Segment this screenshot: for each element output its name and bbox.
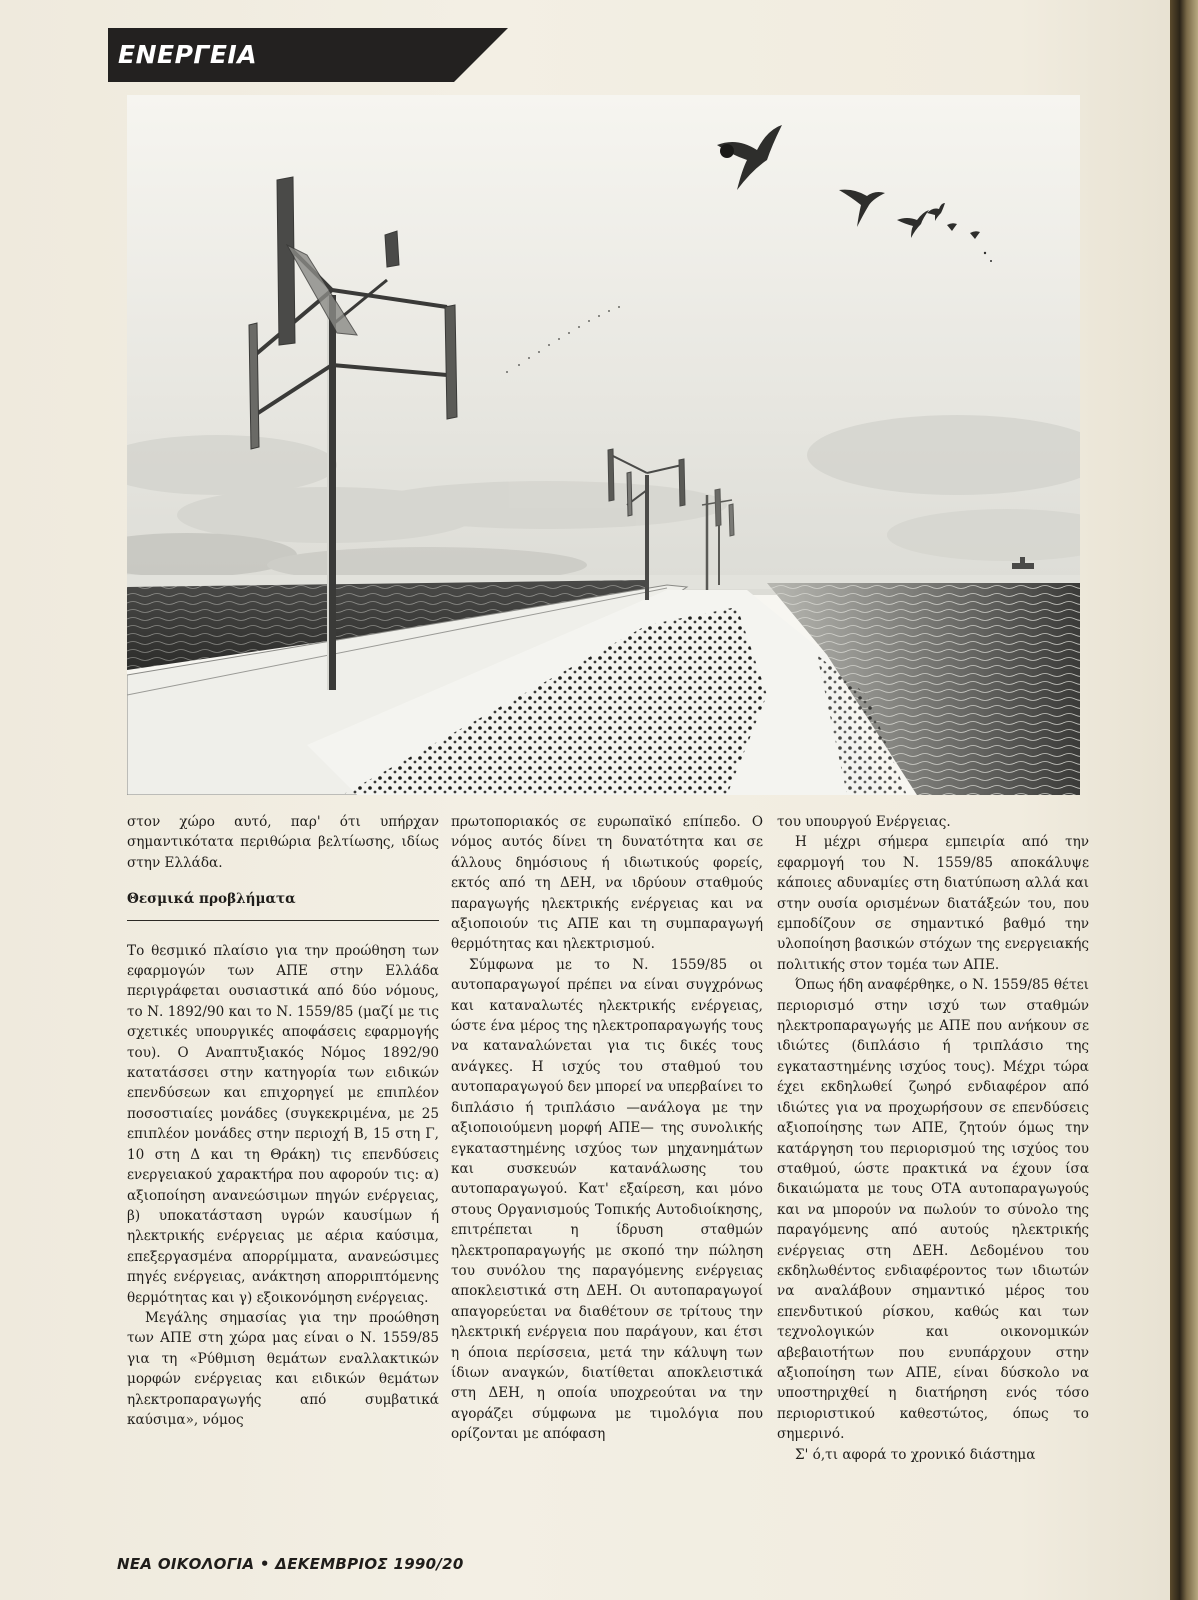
page-binding-edge — [1170, 0, 1198, 1600]
spacer — [127, 921, 439, 941]
section-header-tab — [108, 28, 508, 82]
illustration-drawing — [127, 95, 1080, 795]
text-column-3 — [777, 812, 1089, 1465]
text-column-1 — [127, 812, 439, 1430]
paragraph: Σ' ό,τι αφορά το χρονικό διάστημα — [795, 1446, 1036, 1463]
paragraph: Η μέχρι σήμερα εμπειρία από την εφαρμογή του Ν. 1559/85 αποκάλυψε κάποιες αδυναμίες στη διατύπωση αλλά και στην ουσία ορισμένων διατάξεών του, που εμποδίζουν σε σημαντικό βαθμό την υλοποίηση βασικών στόχων της ενεργειακής πολιτικής στον τομέα των ΑΠΕ. — [777, 834, 1089, 973]
wind-turbine-illustration — [127, 95, 1080, 795]
paragraph: Σύμφωνα με το Ν. 1559/85 οι αυτοπαραγωγοί πρέπει να είναι συγχρόνως και καταναλωτές ηλεκτρικής ενέργειας, ώστε ένα μέρος της ηλεκτροπαραγωγής τους να καταναλώνεται για τις δικές τους ανάγκες. Η ισχύς του σταθμού του αυτοπαραγωγού δεν μπορεί να υπερβαίνει το διπλάσιο ή τριπλάσιο —ανάλογα με την αξιοποιούμενη μορφή ΑΠΕ— της συνολικής εγκαταστημένης ισχύος των μηχανημάτων και συσκευών κατανάλωσης του αυτοπαραγωγού. Κατ' εξαίρεση, και μόνο στους Οργανισμούς Τοπικής Αυτοδιοίκησης, επιτρέπεται η ίδρυση σταθμών ηλεκτροπαραγωγής με σκοπό την πώληση του συνόλου της παραγόμενης ενέργειας αποκλειστικά στη ΔΕΗ. Οι αυτοπαραγωγοί απαγορεύεται να διαθέτουν σε τρίτους την ηλεκτρική ενέργεια που παράγουν, και έτσι η όποια περίσσεια, μετά την κάλυψη των ίδιων αναγκών, διατίθεται αποκλειστικά στη ΔΕΗ, η οποία υποχρεούται να την αγοράζει σύμφωνα με τιμολόγια που ορίζονται με απόφαση — [451, 956, 764, 1443]
paragraph: Μεγάλης σημασίας για την προώθηση των ΑΠΕ στη χώρα μας είναι ο Ν. 1559/85 για τη «Ρύθμιση θεμάτων εναλλακτικών μορφών ενέργειας και ειδικών θεμάτων ηλεκτροπαραγωγής από συμβατικά καύσιμα», νόμος — [127, 1309, 439, 1428]
paragraph: Το θεσμικό πλαίσιο για την προώθηση των εφαρμογών των ΑΠΕ στην Ελλάδα περιγράφεται ουσιαστικά από δύο νόμους, το Ν. 1892/90 και το Ν. 1559/85 (μαζί με τις σχετικές υπουργικές αποφάσεις εφαρμογής του). Ο Αναπτυξιακός Νόμος 1892/90 κατατάσσει στην κατηγορία των ειδικών επενδύσεων και επιχορηγεί με επιπλέον ποσοστιαίες μονάδες (συγκεκριμένα, με 25 επιπλέον μονάδες στην περιοχή Β, 15 στη Γ, 10 στη Δ και τη Θράκη) τις επενδύσεις ενεργειακού χαρακτήρα που αφορούν τις: α) αξιοποίηση ανανεώσιμων πηγών ενέργειας, β) υποκατάσταση υγρών καυσίμων ή ηλεκτρικής ενέργειας με αέρια καύσιμα, επεξεργασμένα απορρίμματα, ανανεώσιμες πηγές ενέργειας, ανάκτηση απορριπτόμενης θερμότητας και γ) εξοικονόμηση ενέργειας. — [127, 942, 439, 1306]
page-footer: ΝΕΑ ΟΙΚΟΛΟΓΙΑ • ΔΕΚΕΜΒΡΙΟΣ 1990/20 — [117, 1555, 464, 1573]
section-label: ΕΝΕΡΓΕΙΑ — [118, 40, 258, 69]
paragraph: του υπουργού Ενέργειας. — [777, 814, 951, 830]
section-subheading: Θεσμικά προβλήματα — [127, 889, 439, 920]
paragraph: στον χώρο αυτό, παρ' ότι υπήρχαν σημαντικότατα περιθώρια βελτίωσης, ιδίως στην Ελλάδα. — [127, 814, 439, 871]
paragraph: Όπως ήδη αναφέρθηκε, ο Ν. 1559/85 θέτει περιορισμό στην ισχύ των σταθμών ηλεκτροπαραγωγής με ΑΠΕ που ανήκουν σε ιδιώτες (διπλάσιο ή τριπλάσιο της εγκαταστημένης ισχύος τους). Μέχρι τώρα έχει εκδηλωθεί ζωηρό ενδιαφέρον από ιδιώτες για να προχωρήσουν σε επενδύσεις αξιοποίησης των ΑΠΕ, ζητούν όμως την κατάργηση του περιορισμού της ισχύος του σταθμού, ώστε πρακτικά να έχουν ίσα δικαιώματα με τους ΟΤΑ αυτοπαραγωγούς και να μπορούν να πωλούν το σύνολο της παραγόμενης από αυτούς ηλεκτρικής ενέργειας στη ΔΕΗ. Δεδομένου του εκδηλωθέντος ενδιαφέροντος των ιδιωτών να αναλάβουν σημαντικό μέρος του επενδυτικού ρίσκου, καθώς και των τεχνολογικών και οικονομικών αβεβαιοτήτων που ενυπάρχουν στην αξιοποίηση των ΑΠΕ, είναι δύσκολο να υποστηριχθεί η διατήρηση ενός τόσο περιοριστικού καθεστώτος, όπως το σημερινό. — [777, 977, 1089, 1443]
paragraph: πρωτοποριακός σε ευρωπαϊκό επίπεδο. Ο νόμος αυτός δίνει τη δυνατότητα και σε άλλους δημόσιους ή ιδιωτικούς φορείς, εκτός από τη ΔΕΗ, να ιδρύουν σταθμούς παραγωγής ηλεκτρικής ενέργειας και να αξιοποιούν τις ΑΠΕ και τη συμπαραγωγή θερμότητας και ηλεκτρισμού. — [451, 814, 763, 953]
text-column-2 — [451, 812, 763, 1445]
